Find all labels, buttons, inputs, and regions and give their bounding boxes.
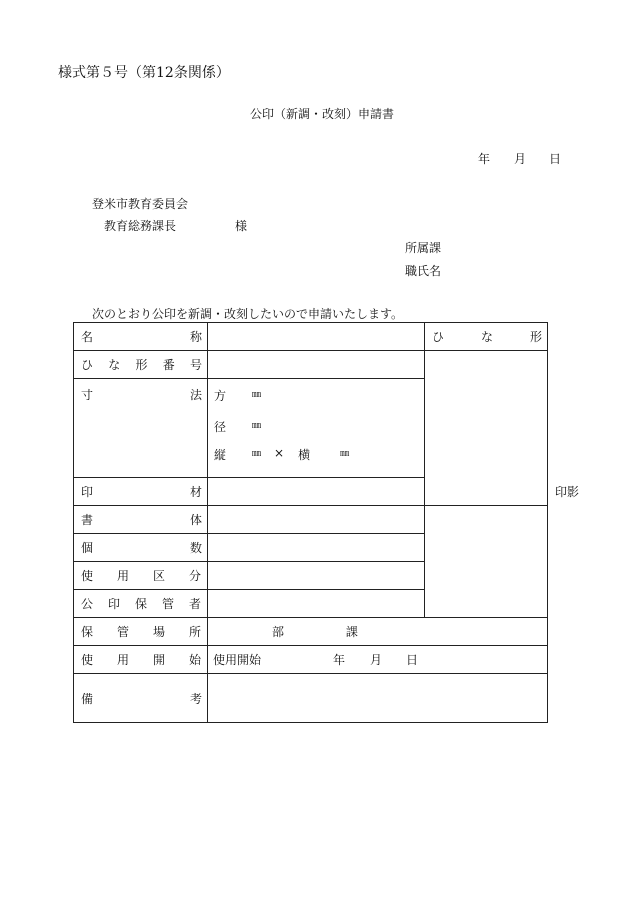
start-year: 年 xyxy=(333,653,346,667)
start-label-cell: 使 用 開 始 xyxy=(74,646,208,674)
vertical-label: 縦 xyxy=(214,448,227,462)
storage-dept: 部 xyxy=(272,625,285,639)
keeper-label-cell: 公 印 保 管 者 xyxy=(74,590,208,618)
date-year: 年 xyxy=(478,152,491,166)
start-field[interactable] xyxy=(208,646,548,674)
vertical-unit: ㎜ xyxy=(252,449,262,459)
horizontal-label: 横 xyxy=(298,448,311,462)
application-table: 名 称 ひ な 形 ひ な 形 番 号 寸 法 方 ㎜ 径 ㎜ 縦 ㎜ × 横 ㎜ 印 材 印 影 書 体 個 数 使 用 区 分 公 印 保 管 者 保 管 場 所 部 課 使 用 開 始 使用開始 年 月 日 備 考 xyxy=(73,322,548,723)
form-number: 様式第５号（第12条関係） xyxy=(58,65,230,81)
square-unit: ㎜ xyxy=(252,390,262,400)
date-day: 日 xyxy=(549,152,562,166)
usage-field[interactable] xyxy=(208,562,425,590)
name-label-cell: 名 称 xyxy=(74,323,208,351)
remarks-label-cell: 備 考 xyxy=(74,674,208,723)
sample-number-field[interactable] xyxy=(208,351,425,379)
storage-field[interactable] xyxy=(208,618,548,646)
date-month: 月 xyxy=(514,152,527,166)
sample-number-label-cell: ひ な 形 番 号 xyxy=(74,351,208,379)
size-field[interactable] xyxy=(208,379,425,478)
remarks-field[interactable] xyxy=(208,674,548,723)
font-label-cell: 書 体 xyxy=(74,506,208,534)
addressee-org: 登米市教育委員会 xyxy=(92,197,189,211)
count-label-cell: 個 数 xyxy=(74,534,208,562)
applicant-name: 職氏名 xyxy=(405,264,442,278)
usage-label-cell: 使 用 区 分 xyxy=(74,562,208,590)
start-day: 日 xyxy=(406,653,419,667)
applicant-dept: 所属課 xyxy=(405,241,442,255)
horizontal-unit: ㎜ xyxy=(340,449,350,459)
count-field[interactable] xyxy=(208,534,425,562)
keeper-field[interactable] xyxy=(208,590,425,618)
page-title: 公印（新調・改刻）申請書 xyxy=(250,107,395,121)
times-sign: × xyxy=(274,446,285,460)
diameter-label: 径 xyxy=(214,420,227,434)
start-month: 月 xyxy=(370,653,383,667)
size-label-cell: 寸 法 xyxy=(74,379,208,478)
storage-label-cell: 保 管 場 所 xyxy=(74,618,208,646)
name-field[interactable] xyxy=(208,323,425,351)
square-label: 方 xyxy=(214,389,227,403)
impression-area[interactable] xyxy=(425,506,548,618)
material-field[interactable] xyxy=(208,478,425,506)
sample-image-area[interactable] xyxy=(425,351,548,506)
intro-text: 次のとおり公印を新調・改刻したいので申請いたします。 xyxy=(92,307,404,321)
storage-section: 課 xyxy=(345,625,358,639)
start-prefix: 使用開始 xyxy=(213,653,262,667)
addressee-honorific: 様 xyxy=(235,219,248,233)
addressee-position: 教育総務課長 xyxy=(104,219,177,233)
diameter-unit: ㎜ xyxy=(252,421,262,431)
material-label-cell: 印 材 xyxy=(74,478,208,506)
sample-label-cell: ひ な 形 xyxy=(425,323,548,351)
font-field[interactable] xyxy=(208,506,425,534)
